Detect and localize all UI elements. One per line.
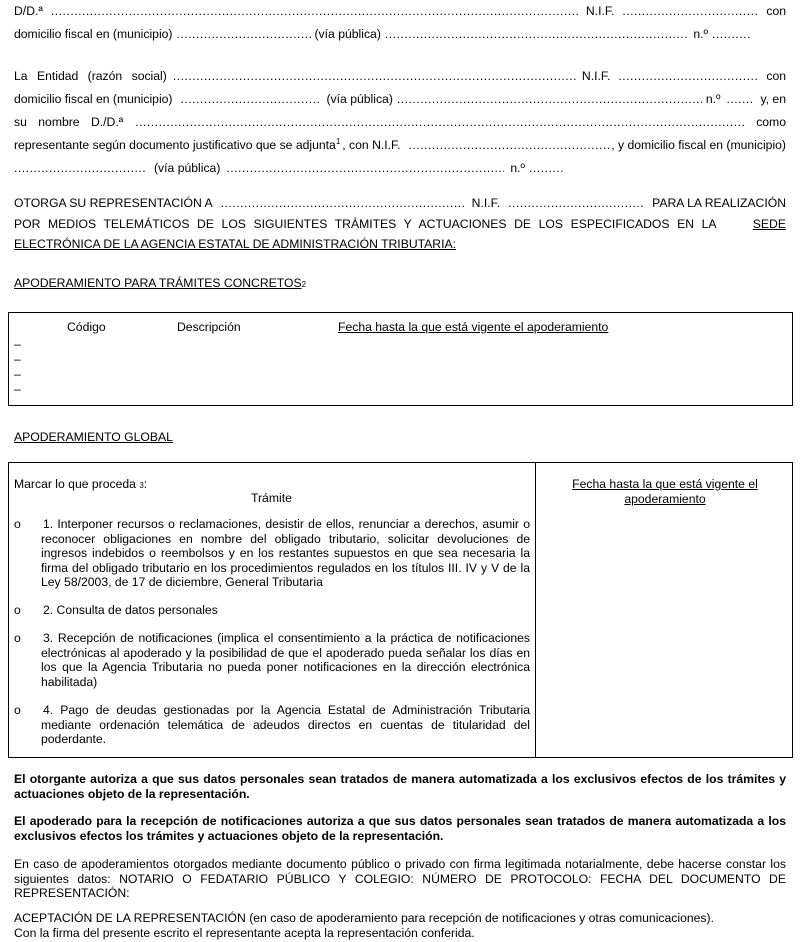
num-fill[interactable] xyxy=(712,27,752,42)
table-row[interactable]: – xyxy=(14,382,21,396)
otorga-fill[interactable] xyxy=(221,196,464,211)
header-line-1 xyxy=(14,4,786,19)
representante-label: representante según documento justificativo que se adjunta$^1$ xyxy=(14,136,341,152)
representante-municipio-fill[interactable] xyxy=(14,161,146,176)
tramite-header: Trámite xyxy=(251,491,292,505)
tramite-item-text: 4. Pago de deudas gestionadas por la Agencia Estatal de Administración Tributaria mediante ordenación telemática de adeudos directos en cuentas de titularidad del poderdante. xyxy=(41,703,530,746)
otorga-line-1 xyxy=(14,196,786,211)
dda-fill[interactable] xyxy=(51,4,578,19)
sede-link[interactable]: SEDE xyxy=(752,217,786,231)
num-label: n.º xyxy=(693,27,708,41)
entidad-municipio-fill[interactable] xyxy=(181,92,319,107)
aceptacion-line-2: Con la firma del presente escrito el representante acepta la representación conferida. xyxy=(14,925,475,940)
otorga-para-label: PARA LA REALIZACIÓN xyxy=(652,196,786,210)
otorga-label: OTORGA SU REPRESENTACIÓN A xyxy=(14,196,213,210)
marcar-label: Marcar lo que proceda 3 : xyxy=(14,477,148,491)
tramite-item-1[interactable] xyxy=(14,517,530,591)
entidad-line-5 xyxy=(14,161,786,176)
entidad-label: La Entidad (razón social) xyxy=(14,69,167,83)
tramite-item-text: 3. Recepción de notificaciones (implica el consentimiento a la práctica de notificaciones electrónicas al apoderado y la posibilidad de que el apoderado pueda señalar los días en los que la Agencia Tributaria no pueda poner notificaciones en la dirección electrónica habilitada) xyxy=(41,631,530,689)
entidad-line-2 xyxy=(14,92,786,107)
table-row[interactable]: – xyxy=(14,337,21,351)
tramite-item-3[interactable] xyxy=(14,631,530,691)
col-codigo: Código xyxy=(67,320,106,334)
concretos-heading: APODERAMIENTO PARA TRÁMITES CONCRETOS 2 xyxy=(14,276,307,290)
representante-via-fill[interactable] xyxy=(226,161,504,176)
table-row[interactable]: – xyxy=(14,367,21,381)
otorga-nif-label: N.I.F. xyxy=(471,196,501,210)
otorga-nif-fill[interactable] xyxy=(508,196,644,211)
municipio-fill[interactable] xyxy=(177,27,311,42)
entidad-domicilio-label: domicilio fiscal en (municipio) xyxy=(14,92,173,106)
nif-label: N.I.F. xyxy=(585,4,615,18)
tramite-item-text: 2. Consulta de datos personales xyxy=(43,603,218,617)
entidad-nif-fill[interactable] xyxy=(618,69,758,84)
col-descripcion: Descripción xyxy=(177,320,241,334)
col-fecha: Fecha hasta la que está vigente el apoderamiento xyxy=(338,320,609,334)
entidad-yen-label: y, en xyxy=(760,92,786,106)
concretos-table xyxy=(8,312,793,406)
representante-via-label: (vía pública) xyxy=(154,161,221,175)
apoderado-autoriza: El apoderado para la recepción de notificaciones autoriza a que sus datos personales sean tratados de manera automatizada a los exclusivos efectos los trámites y actuaciones objeto de la representación. xyxy=(14,814,786,843)
table-row[interactable]: – xyxy=(14,352,21,366)
via-fill[interactable] xyxy=(385,27,689,42)
entidad-line-3 xyxy=(14,115,786,130)
con-label: con xyxy=(766,4,786,18)
representante-num-fill[interactable] xyxy=(529,161,563,176)
tramite-item-2[interactable] xyxy=(14,603,530,618)
entidad-via-label: (vía pública) xyxy=(326,92,393,106)
checkbox-icon[interactable]: o xyxy=(14,603,21,617)
nif-fill[interactable] xyxy=(622,4,758,19)
via-label: (vía pública) xyxy=(314,27,381,41)
aceptacion xyxy=(14,911,714,940)
global-divider xyxy=(535,463,536,757)
otorga-line-3 xyxy=(14,237,456,252)
su-nombre-fill[interactable] xyxy=(135,115,744,130)
sede-link-cont[interactable]: ELECTRÓNICA DE LA AGENCIA ESTATAL DE ADMINISTRACIÓN TRIBUTARIA: xyxy=(14,237,456,251)
otorgante-autoriza: El otorgante autoriza a que sus datos personales sean tratados de manera automatizada a los exclusivos efectos de los trámites y actuaciones objeto de la representación. xyxy=(14,772,786,801)
entidad-nif-label: N.I.F. xyxy=(581,69,611,83)
entidad-num-label: n.º xyxy=(705,92,721,106)
otorga-line-2-text: POR MEDIOS TELEMÁTICOS DE LOS SIGUIENTES TRÁMITES Y ACTUACIONES DE LOS ESPECIFICADOS EN LA xyxy=(14,217,717,231)
entidad-line-4 xyxy=(14,138,786,153)
checkbox-icon[interactable]: o xyxy=(14,517,21,531)
tramite-item-text: 1. Interponer recursos o reclamaciones, desistir de ellos, renunciar a derechos, asumir o reconocer obligaciones en nombre del obligado tributario, solicitar devoluciones de ingresos indebidos o reembolsos y en los restantes supuestos en que sea necesaria la firma del obligado tributario en los procedimientos regulados en los títulos III. IV y V de la Ley 58/2003, de 17 de diciembre, General Tributaria xyxy=(41,517,530,589)
entidad-num-fill[interactable] xyxy=(726,92,754,107)
notario-datos: En caso de apoderamientos otorgados mediante documento público o privado con firma legitimada notarialmente, debe hacerse constar los siguientes datos: NOTARIO O FEDATARIO PÚBLICO Y COLEGIO: NÚMERO DE PROTOCOLO: FECHA DEL DOCUMENTO DE REPRESENTACIÓN: xyxy=(14,857,786,900)
entidad-con-label: con xyxy=(766,69,786,83)
su-nombre-label: su nombre D./D.ª xyxy=(14,115,124,129)
checkbox-icon[interactable]: o xyxy=(14,631,21,645)
aceptacion-line-1: ACEPTACIÓN DE LA REPRESENTACIÓN (en caso de apoderamiento para recepción de notificaciones y otras comunicaciones). xyxy=(14,911,714,925)
otorga-line-2 xyxy=(14,217,786,232)
representante-num-label: n.º xyxy=(510,161,526,175)
header-line-2 xyxy=(14,27,786,42)
entidad-via-fill[interactable] xyxy=(397,92,702,107)
representante-nif-label: , con N.I.F. xyxy=(342,138,401,152)
como-label: como xyxy=(756,115,786,129)
entidad-line-1 xyxy=(14,69,786,84)
representante-nif-fill[interactable] xyxy=(409,138,610,153)
global-heading: APODERAMIENTO GLOBAL xyxy=(14,430,173,444)
dda-label: D/D.ª xyxy=(14,4,43,18)
razon-social-fill[interactable] xyxy=(173,69,576,84)
domicilio-label: domicilio fiscal en (municipio) xyxy=(14,27,173,41)
fecha-header: Fecha hasta la que está vigente el apoderamiento xyxy=(572,477,758,506)
representante-domicilio-label: , y domicilio fiscal en (municipio) xyxy=(611,138,786,152)
checkbox-icon[interactable]: o xyxy=(14,703,21,717)
tramite-item-4[interactable] xyxy=(14,703,530,747)
